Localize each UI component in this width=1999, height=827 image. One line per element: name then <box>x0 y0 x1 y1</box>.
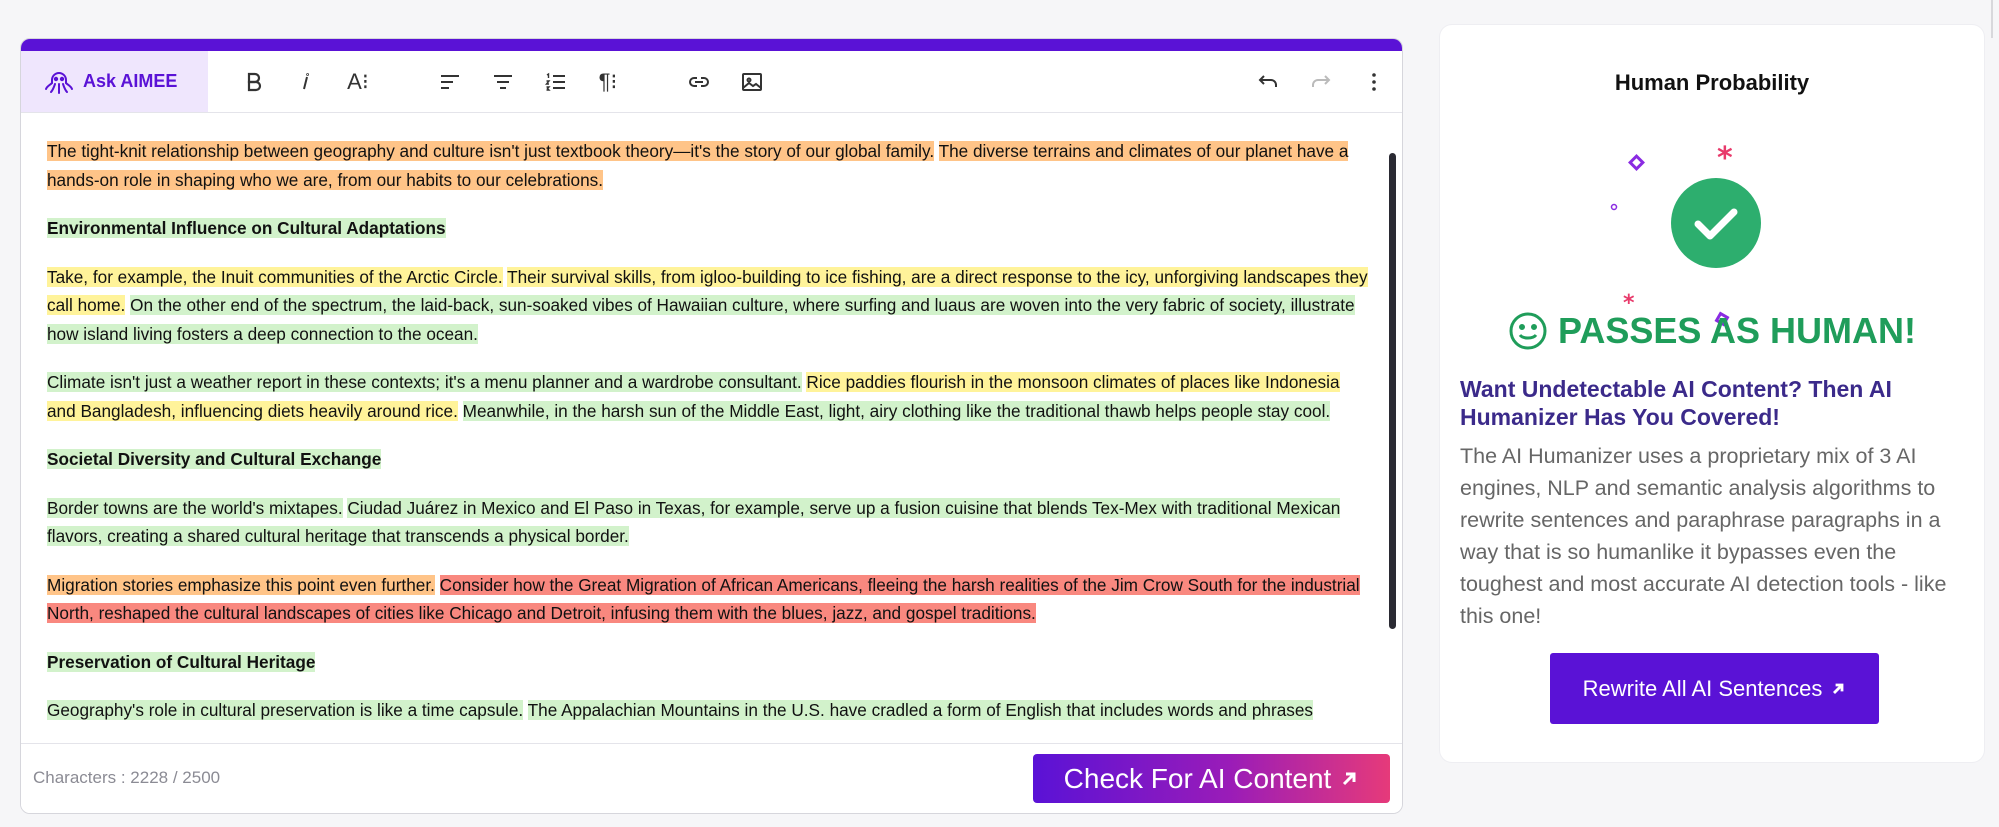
paragraph-button[interactable] <box>593 67 623 97</box>
sentence-gap <box>934 141 938 161</box>
sentence-green: Geography's role in cultural preservation is like a time capsule. <box>47 700 524 720</box>
sentence-yellow: Their survival skills, from igloo-building to ice fishing, are a direct response to the icy, unforgiving landscapes they call home. <box>47 266 1368 315</box>
check-ai-content-button[interactable] <box>1033 754 1390 803</box>
window-edge <box>1991 0 1993 38</box>
sentence-green: Border towns are the world's mixtapes. <box>47 497 343 518</box>
editor-accent-bar <box>21 39 1402 51</box>
arrow-up-right-icon <box>1830 681 1846 697</box>
paragraph <box>47 696 1370 725</box>
link-icon <box>687 70 711 94</box>
font-size-button[interactable] <box>343 67 373 97</box>
octopus-icon <box>43 66 75 98</box>
svg-text:*: * <box>1717 141 1733 176</box>
section-heading: Environmental Influence on Cultural Adaptations <box>47 218 446 238</box>
sentence-yellow: Rice paddies flourish in the monsoon climates of places like Indonesia and Bangladesh, influencing diets heavily around rice. <box>47 372 1340 421</box>
sentence-orange: Migration stories emphasize this point even further. <box>47 574 435 595</box>
image-icon <box>740 70 764 94</box>
undo-icon <box>1256 70 1280 94</box>
paragraph <box>47 263 1370 349</box>
sentence-gap <box>458 401 463 421</box>
promo-title: Want Undetectable AI Content? Then AI Humanizer Has You Covered! <box>1460 376 1892 430</box>
align-left-button[interactable] <box>435 67 465 97</box>
ask-aimee-button[interactable] <box>21 51 208 112</box>
editor-footer <box>21 743 1402 813</box>
check-ai-content-label: Check For AI Content <box>1063 762 1332 794</box>
link-button[interactable] <box>684 67 714 97</box>
svg-text:*: * <box>1623 291 1635 316</box>
result-panel <box>1440 25 1984 762</box>
sentence-green: Climate isn't just a weather report in these contexts; it's a menu planner and a wardrobe consultant. <box>47 372 802 392</box>
more-options-button[interactable] <box>1359 67 1389 97</box>
arrow-up-right-icon <box>1339 769 1359 789</box>
numbered-list-icon <box>544 70 568 94</box>
paragraph-icon: ¶⁝ <box>598 69 618 94</box>
bold-icon <box>242 70 266 94</box>
verdict-label: PASSES AS HUMAN! <box>1557 310 1917 351</box>
font-size-icon: A⁝ <box>347 69 369 94</box>
sentence-red: Consider how the Great Migration of African Americans, fleeing the harsh realities of the Jim Crow South for the industrial North, reshaped the cultural landscapes of cities like Chicago and Detroit, infusing them with the blues, jazz, and gospel traditions. <box>47 574 1360 623</box>
editor-card <box>20 38 1403 814</box>
section-heading: Societal Diversity and Cultural Exchange <box>47 449 382 469</box>
redo-button[interactable] <box>1306 67 1336 97</box>
scrollbar[interactable] <box>1389 153 1396 629</box>
smile-icon <box>1508 311 1548 351</box>
sentence-orange: The tight-knit relationship between geography and culture isn't just textbook theory—it's the story of our global family. <box>47 141 935 161</box>
paragraph <box>47 494 1370 551</box>
rewrite-label: Rewrite All AI Sentences <box>1582 675 1823 701</box>
checkmark-icon <box>1671 178 1761 268</box>
human-check-badge <box>1671 178 1761 268</box>
italic-button[interactable] <box>291 67 321 97</box>
sentence-green: On the other end of the spectrum, the laid-back, sun-soaked vibes of Hawaiian culture, where surfing and luaus are woven into the very fabric of society, illustrate how island living fosters a deep connection to the ocean. <box>47 295 1355 344</box>
sentence-gap <box>435 575 440 595</box>
more-vertical-icon <box>1362 70 1386 94</box>
panel-title: Human Probability <box>1614 70 1810 95</box>
align-center-button[interactable] <box>488 67 518 97</box>
section-heading: Preservation of Cultural Heritage <box>47 651 316 672</box>
sentence-yellow: Take, for example, the Inuit communities of the Arctic Circle. <box>47 266 503 287</box>
italic-icon <box>294 70 318 94</box>
sentence-gap <box>523 700 527 720</box>
bold-button[interactable] <box>239 67 269 97</box>
redo-icon <box>1309 70 1333 94</box>
undo-button[interactable] <box>1253 67 1283 97</box>
paragraph <box>47 368 1370 425</box>
align-center-icon <box>491 70 515 94</box>
image-button[interactable] <box>737 67 767 97</box>
editor-content[interactable] <box>21 113 1402 741</box>
rewrite-ai-sentences-button[interactable] <box>1550 653 1879 724</box>
verdict <box>1440 310 1984 352</box>
sentence-green: Ciudad Juárez in Mexico and El Paso in Texas, for example, serve up a fusion cuisine that blends Tex-Mex with traditional Mexican flavors, creating a shared cultural heritage that transcends a physical border. <box>47 497 1341 546</box>
ask-aimee-label: Ask AIMEE <box>83 71 178 91</box>
sentence-green: The Appalachian Mountains in the U.S. have cradled a form of English that includes words and phrases <box>527 700 1313 720</box>
paragraph <box>47 137 1370 194</box>
promo-body: The AI Humanizer uses a proprietary mix of 3 AI engines, NLP and semantic analysis algorithms to rewrite sentences and paraphrase paragraphs in a way that is so humanlike it bypasses even the toughest and most accurate AI detection tools - like this one! <box>1460 444 1947 628</box>
character-count: Characters : 2228 / 2500 <box>33 768 221 787</box>
sentence-green: Meanwhile, in the harsh sun of the Middle East, light, airy clothing like the traditional thawb helps people stay cool. <box>462 400 1331 421</box>
align-left-icon <box>438 70 462 94</box>
numbered-list-button[interactable] <box>541 67 571 97</box>
paragraph <box>47 571 1370 628</box>
sentence-orange: The diverse terrains and climates of our planet have a hands-on role in shaping who we are, from our habits to our celebrations. <box>47 141 1349 190</box>
editor-toolbar <box>21 51 1402 113</box>
